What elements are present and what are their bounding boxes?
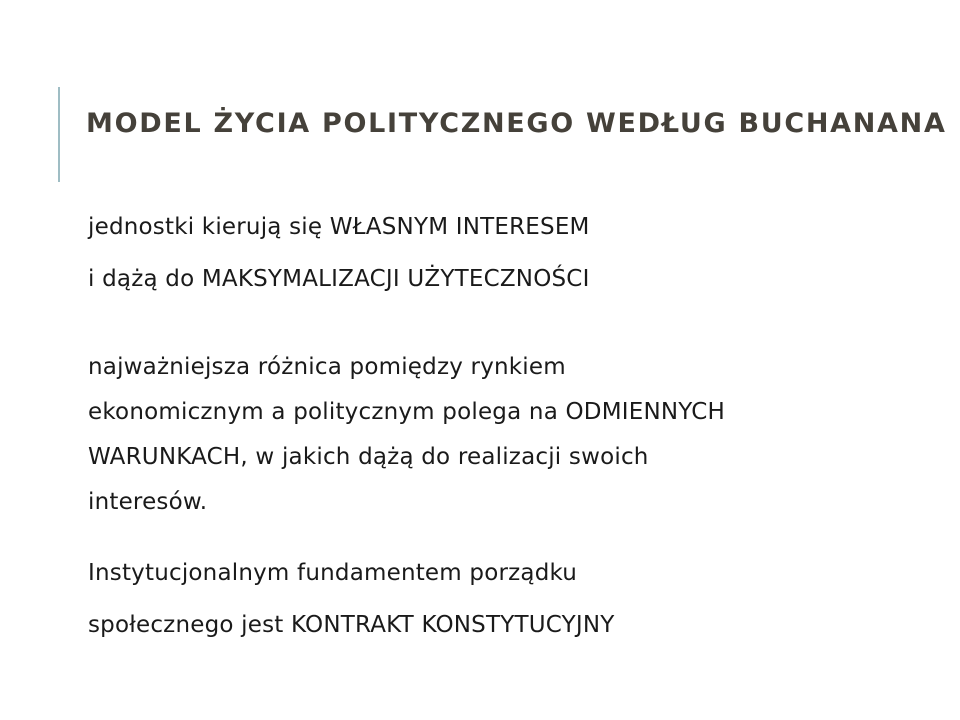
paragraph-2-line-1: najważniejsza różnica pomiędzy rynkiem <box>88 354 566 380</box>
paragraph-2-line-4: interesów. <box>88 489 208 515</box>
slide-title: MODEL ŻYCIA POLITYCZNEGO WEDŁUG BUCHANANA <box>86 108 947 139</box>
paragraph-2 <box>88 345 725 525</box>
paragraph-1-line-2: i dążą do MAKSYMALIZACJI UŻYTECZNOŚCI <box>88 266 590 292</box>
title-accent-bar <box>58 87 60 182</box>
paragraph-3-line-2: społecznego jest KONTRAKT KONSTYTUCYJNY <box>88 612 615 638</box>
paragraph-2-line-3: WARUNKACH, w jakich dążą do realizacji swoich <box>88 444 649 470</box>
paragraph-3-line-1: Instytucjonalnym fundamentem porządku <box>88 560 578 586</box>
paragraph-2-line-2: ekonomicznym a politycznym polega na ODMIENNYCH <box>88 399 726 425</box>
paragraph-1-line-1: jednostki kierują się WŁASNYM INTERESEM <box>88 214 590 240</box>
